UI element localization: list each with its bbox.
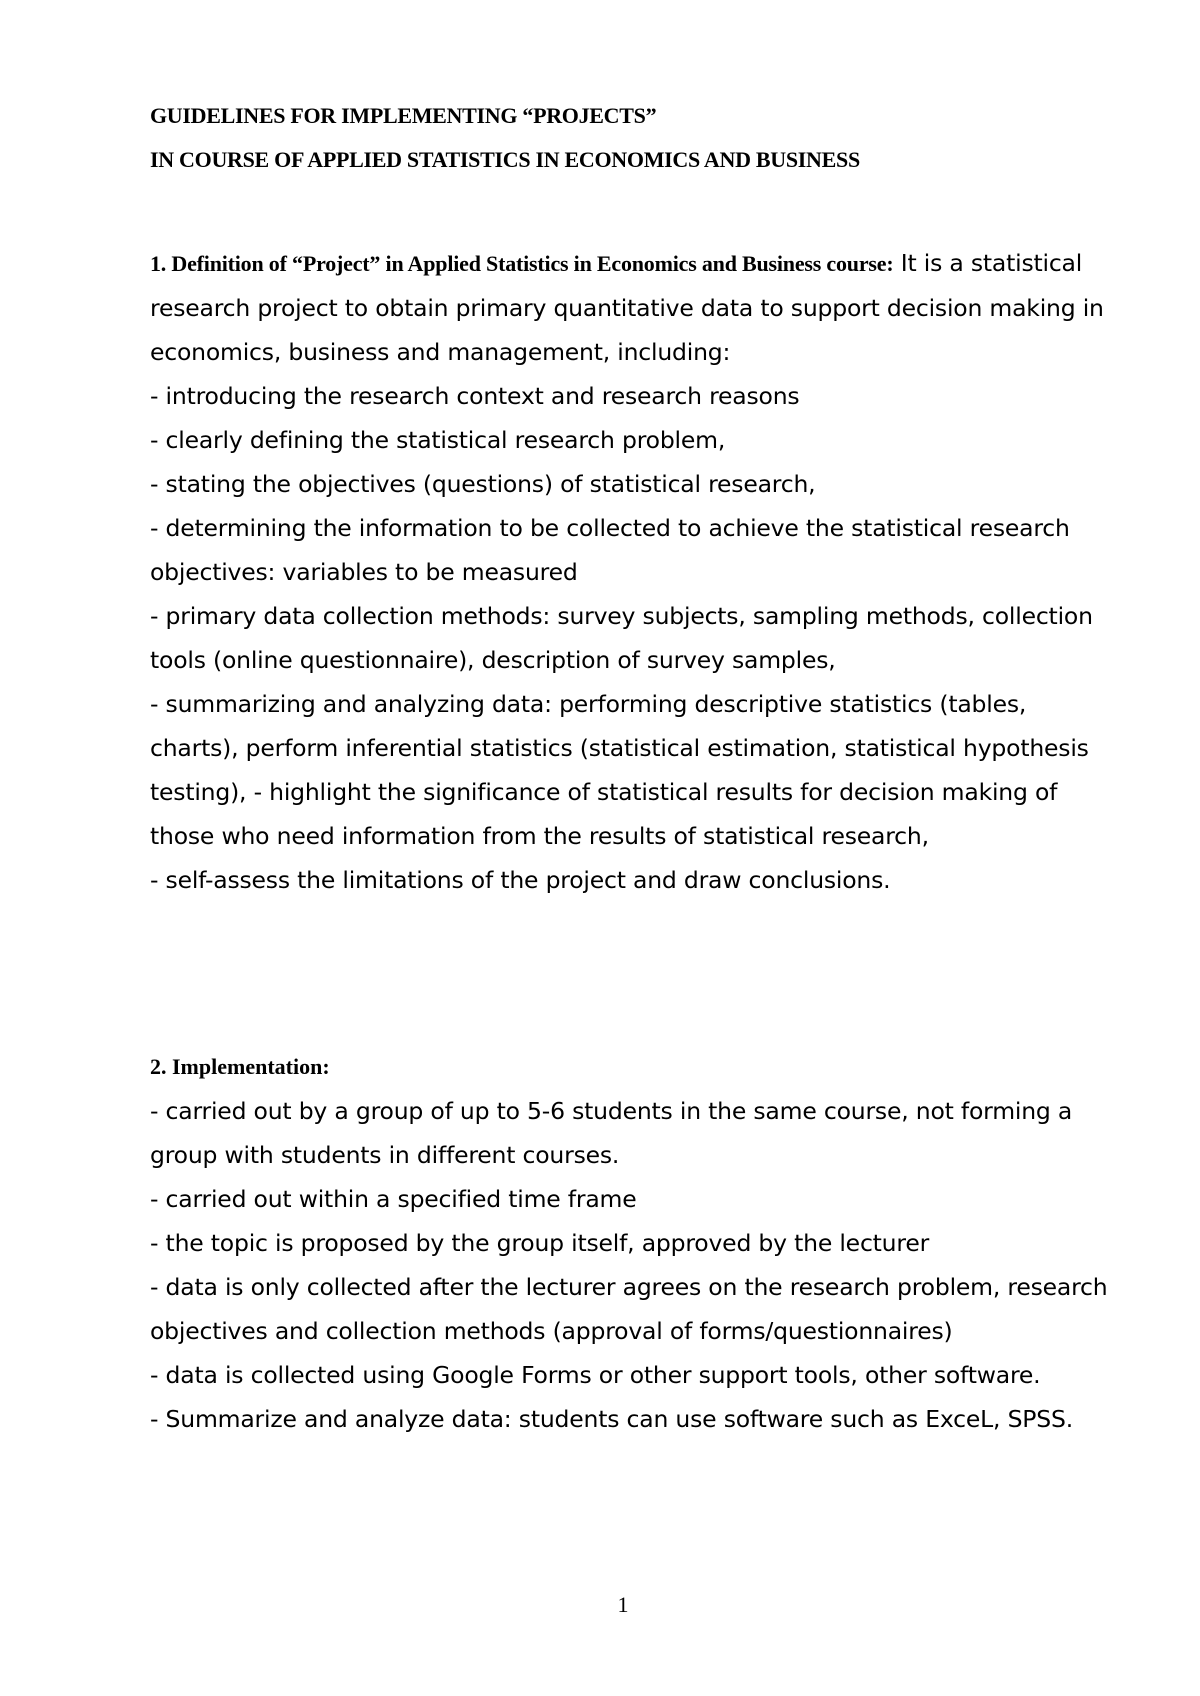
list-item: - introducing the research context and research reasons [150,382,800,410]
list-item: - summarizing and analyzing data: performing descriptive statistics (tables, charts), perform inferential statistics (statistical estimation, statistical hypothesis testing), - highlight the significance of statistical results for decision making of those who need information from the results of statistical research, [150,690,1089,850]
list-item: - the topic is proposed by the group itself, approved by the lecturer [150,1229,930,1257]
section-2-heading: 2. Implementation: [150,1054,330,1079]
section-1-heading: 1. Definition of “Project” in Applied Statistics in Economics and Business course: [150,251,894,276]
list-item: - determining the information to be collected to achieve the statistical research objectives: variables to be measured [150,514,1070,586]
list-item: - stating the objectives (questions) of statistical research, [150,470,816,498]
page-number: 1 [617,1592,629,1617]
list-item: - carried out within a specified time frame [150,1185,637,1213]
section-implementation [150,1045,1110,1441]
list-item: - data is only collected after the lecturer agrees on the research problem, research objectives and collection methods (approval of forms/questionnaires) [150,1273,1108,1345]
list-item: - data is collected using Google Forms or other support tools, other software. [150,1361,1041,1389]
list-item: - primary data collection methods: survey subjects, sampling methods, collection tools (online questionnaire), description of survey samples, [150,602,1093,674]
section-2-list [150,1089,1110,1441]
document-title [150,94,1130,182]
section-1-intro-paragraph [150,241,1110,374]
list-item: - carried out by a group of up to 5-6 students in the same course, not forming a group with students in different courses. [150,1097,1073,1169]
section-1-intro: It is a statistical research project to obtain primary quantitative data to support decision making in economics, business and management, including: [150,249,1104,366]
list-item: - self-assess the limitations of the project and draw conclusions. [150,866,891,894]
section-definition [150,241,1110,902]
section-1-list [150,374,1110,902]
list-item: - clearly defining the statistical research problem, [150,426,726,454]
title-line-2: IN COURSE OF APPLIED STATISTICS IN ECONOMICS AND BUSINESS [150,147,860,172]
title-line-1: GUIDELINES FOR IMPLEMENTING “PROJECTS” [150,103,657,128]
list-item: - Summarize and analyze data: students can use software such as ExceL, SPSS. [150,1405,1073,1433]
